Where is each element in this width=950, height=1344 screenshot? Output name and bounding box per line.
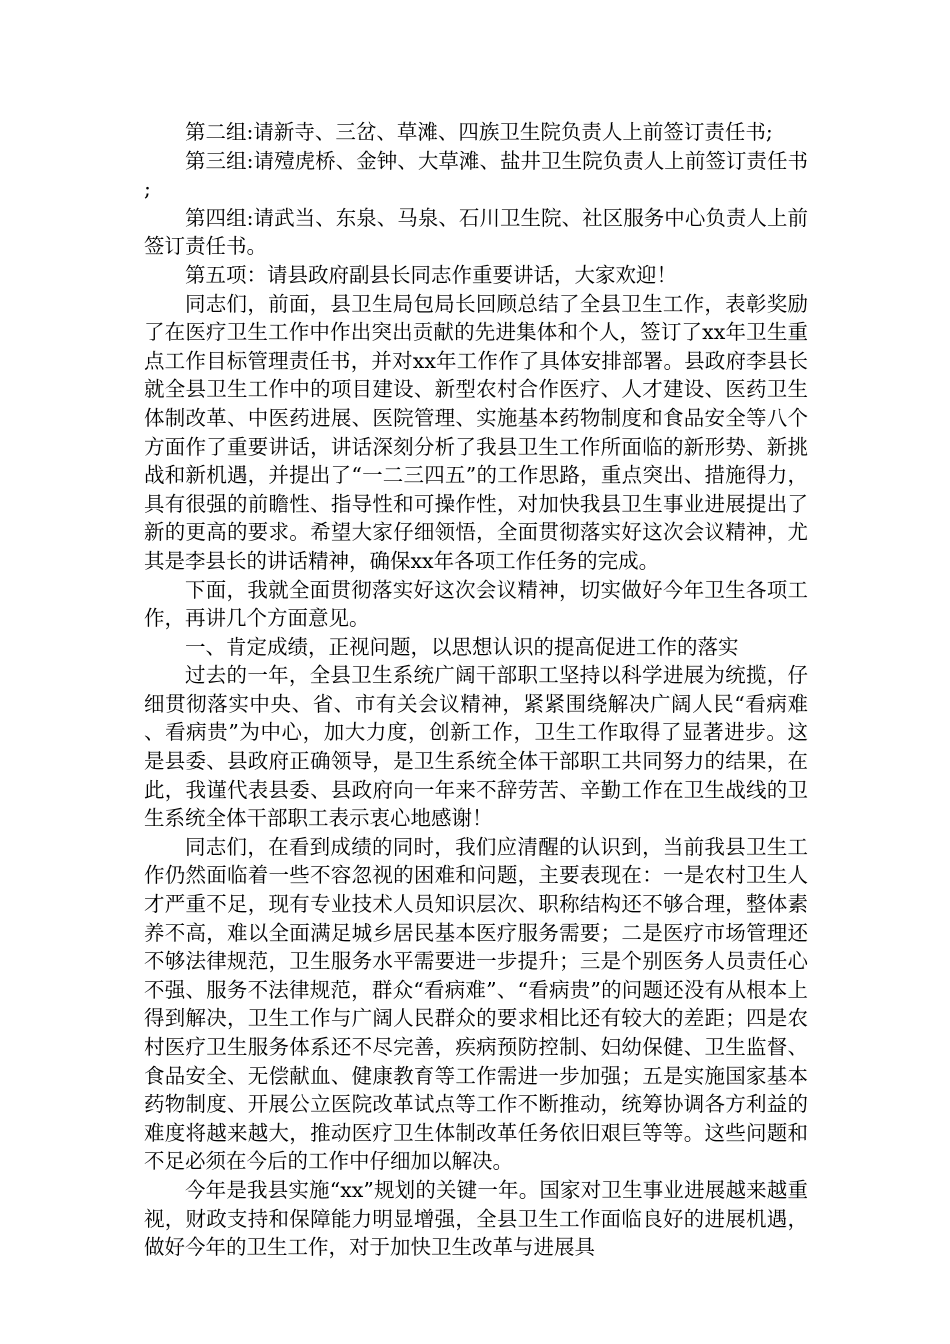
paragraph-group-two: 第二组:请新寺、三岔、草滩、四族卫生院负责人上前签订责任书; bbox=[185, 120, 773, 144]
paragraph-achievements: 过去的一年，全县卫生系统广阔干部职工坚持以科学进展为统揽，仔细贯彻落实中央、省、市有关会议精神，紧紧围绕解决广阔人民“看病难、看病贵”为中心，加大力度，创新工作，卫生工作取得了显著进步。这是县委、县政府正确领导，是卫生系统全体干部职工共同努力的结果，在此，我谨代表县委、县政府向一年来不辞劳苦、辛勤工作在卫生战线的卫生系统全体干部职工表示衷心地感谢！ bbox=[144, 663, 808, 831]
paragraph-transition: 下面，我就全面贯彻落实好这次会议精神，切实做好今年卫生各项工作，再讲几个方面意见。 bbox=[144, 577, 808, 631]
paragraph-summary: 同志们，前面，县卫生局包局长回顾总结了全县卫生工作，表彰奖励了在医疗卫生工作中作出突出贡献的先进集体和个人，签订了xx年卫生重点工作目标管理责任书，并对xx年工作作了具体安排部署。县政府李县长就全县卫生工作中的项目建设、新型农村合作医疗、人才建设、医药卫生体制改革、中医药进展、医院管理、实施基本药物制度和食品安全等八个方面作了重要讲话，讲话深刻分析了我县卫生工作所面临的新形势、新挑战和新机遇，并提出了“一二三四五”的工作思路，重点突出、措施得力，具有很强的前瞻性、指导性和可操作性，对加快我县卫生事业进展提出了新的更高的要求。希望大家仔细领悟，全面贯彻落实好这次会议精神，尤其是李县长的讲话精神，确保xx年各项工作任务的完成。 bbox=[144, 291, 808, 573]
section-heading-one: 一、肯定成绩，正视问题，以思想认识的提高促进工作的落实 bbox=[185, 634, 739, 659]
paragraph-group-three: 第三组:请殪虎桥、金钟、大草滩、盐井卫生院负责人上前签订责任书; bbox=[144, 148, 808, 202]
paragraph-problems: 同志们，在看到成绩的同时，我们应清醒的认识到，当前我县卫生工作仍然面临着一些不容忽视的困难和问题，主要表现在：一是农村卫生人才严重不足，现有专业技术人员知识层次、职称结构还不够合理，整体素养不高，难以全面满足城乡居民基本医疗服务需要；二是医疗市场管理还不够法律规范，卫生服务水平需要进一步提升；三是个别医务人员责任心不强、服务不法律规范，群众“看病难”、“看病贵”的问题还没有从根本上得到解决，卫生工作与广阔人民群众的要求相比还有较大的差距；四是农村医疗卫生服务体系还不尽完善，疾病预防控制、妇幼保健、卫生监督、食品安全、无偿献血、健康教育等工作需进一步加强；五是实施国家基本药物制度、开展公立医院改革试点等工作不断推动，统筹协调各方利益的难度将越来越大，推动医疗卫生体制改革任务依旧艰巨等等。这些问题和不足必须在今后的工作中仔细加以解决。 bbox=[144, 834, 808, 1174]
paragraph-item-five: 第五项：请县政府副县长同志作重要讲话，大家欢迎！ bbox=[185, 262, 677, 287]
document-body bbox=[144, 118, 808, 1262]
paragraph-group-four: 第四组:请武当、东泉、马泉、石川卫生院、社区服务中心负责人上前签订责任书。 bbox=[144, 205, 808, 259]
paragraph-key-year: 今年是我县实施“xx”规划的关键一年。国家对卫生事业进展越来越重视，财政支持和保障能力明显增强，全县卫生工作面临良好的进展机遇，做好今年的卫生工作，对于加快卫生改革与进展具 bbox=[144, 1177, 808, 1260]
